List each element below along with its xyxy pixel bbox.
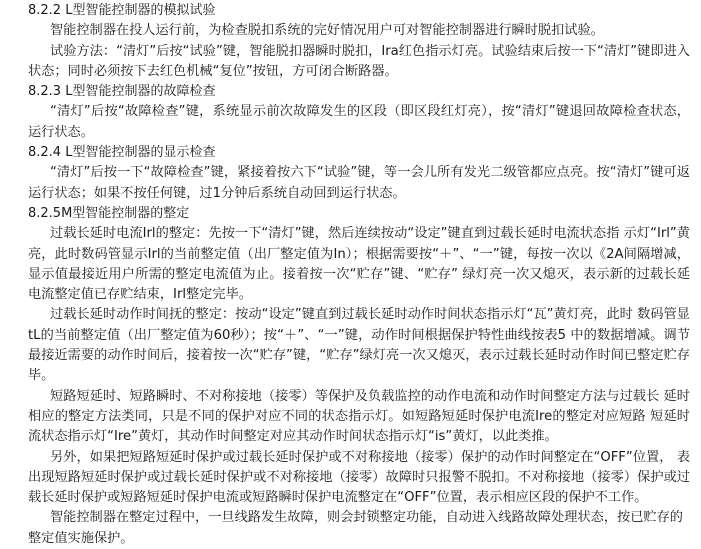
text-line: tL的当前整定值（出厂整定值为60秒）；按“＋”、“一”键，动作时间根据保护特性曲线按表5 中的数据增减。调节: [28, 327, 690, 343]
text-line: 运行状态；如果不按任何键，过1分钟后系统自动回到运行状态。: [28, 185, 406, 201]
text-line: 另外，如果把短路短延时保护或过载长延时保护或不对称接地（接零）保护的动作时间整定在“OFF”位置， 表: [50, 449, 690, 465]
text-line: 智能控制器在整定过程中，一旦线路发生故障，则会封锁整定功能，自动进入线路故障处理状态，按已贮存的: [50, 510, 683, 526]
text-line: 出现短路短延时保护或过载长延时保护或不对称接地（接零）故障时只报警不脱扣。不对称接地（接零）保护或过: [28, 469, 690, 485]
text-line: 最接近需要的动作时间后，接着按一次“贮存”键，“贮存”绿灯亮一次又熄灭，表示过载长延时动作时间已整定贮存: [28, 348, 690, 364]
text-line: 智能控制器在投人运行前，为检查脱扣系统的完好情况用户可对智能控制器进行瞬时脱扣试验。: [50, 23, 604, 39]
section-heading: 8.2.2 L型智能控制器的模拟试验: [28, 3, 216, 18]
text-line: 毕。: [28, 368, 55, 384]
text-line: 状态；同时必须按下去红色机械“复位”按钮，方可闭合断路器。: [28, 63, 398, 79]
text-line: 整定值实施保护。: [28, 530, 134, 546]
document-body: [28, 1, 690, 549]
text-line: 电流整定值已存贮结束，Irl整定完毕。: [28, 287, 252, 303]
text-line: 短路短延时、短路瞬时、不对称接地（接零）等保护及负载监控的动作电流和动作时间整定方法与过载长 延时: [50, 388, 690, 404]
text-line: 载长延时保护或短路短延时保护电流或短路瞬时保护电流整定在“OFF”位置，表示相应区段的保护不工作。: [28, 490, 648, 506]
text-line: 试验方法：“清灯”后按“试验”键，智能脱扣器瞬时脱扣，Ira红色指示灯亮。试验结束后按一下“清灯”键即进入: [50, 43, 690, 59]
text-line: 运行状态。: [28, 124, 94, 140]
section-heading: 8.2.4 L型智能控制器的显示检查: [28, 145, 216, 161]
text-line: 过载长延时动作时间抚的整定：按动“设定”键直到过载长延时动作时间状态指示灯“瓦”黄灯亮，此时 数码管显: [50, 307, 690, 323]
text-line: 相应的整定方法类同，只是不同的保护对应不同的状态指示灯。如短路短延时保护电流Ire的整定对应短路 短延时: [28, 408, 690, 424]
section-heading: 8.2.5M型智能控制器的整定: [28, 205, 190, 221]
text-line: “清灯”后按“故障检查”键，系统显示前次故障发生的区段（即区段红灯亮），按“清灯”键退回故障检查状态，: [50, 104, 690, 120]
text-line: 显示值最接近用户所需的整定电流值为止。接着按一次“贮存”键、“贮存” 绿灯亮一次又熄灭，表示新的过载长延: [28, 266, 690, 282]
text-line: 亮，此时数码管显示Irl的当前整定值（出厂整定值为In）；根据需要按“＋”、“一”键，每按一次以《2A间隔增减，: [28, 246, 690, 262]
text-line: “清灯”后按一下“故障检查”键，紧接着按六下“试验”键，等一会儿所有发光二级管都应点亮。按“清灯”键可返: [50, 165, 690, 181]
text-line: 流状态指示灯“Ire”黄灯，其动作时间整定对应其动作时间状态指示灯“is”黄灯，以此类推。: [28, 429, 558, 445]
section-heading: 8.2.3 L型智能控制器的故障检查: [28, 84, 216, 100]
text-line: 过载长延时电流Irl的整定：先按一下“清灯”键，然后连续按动“设定”键直到过载长延时电流状态指 示灯“Irl”黄: [50, 226, 690, 242]
